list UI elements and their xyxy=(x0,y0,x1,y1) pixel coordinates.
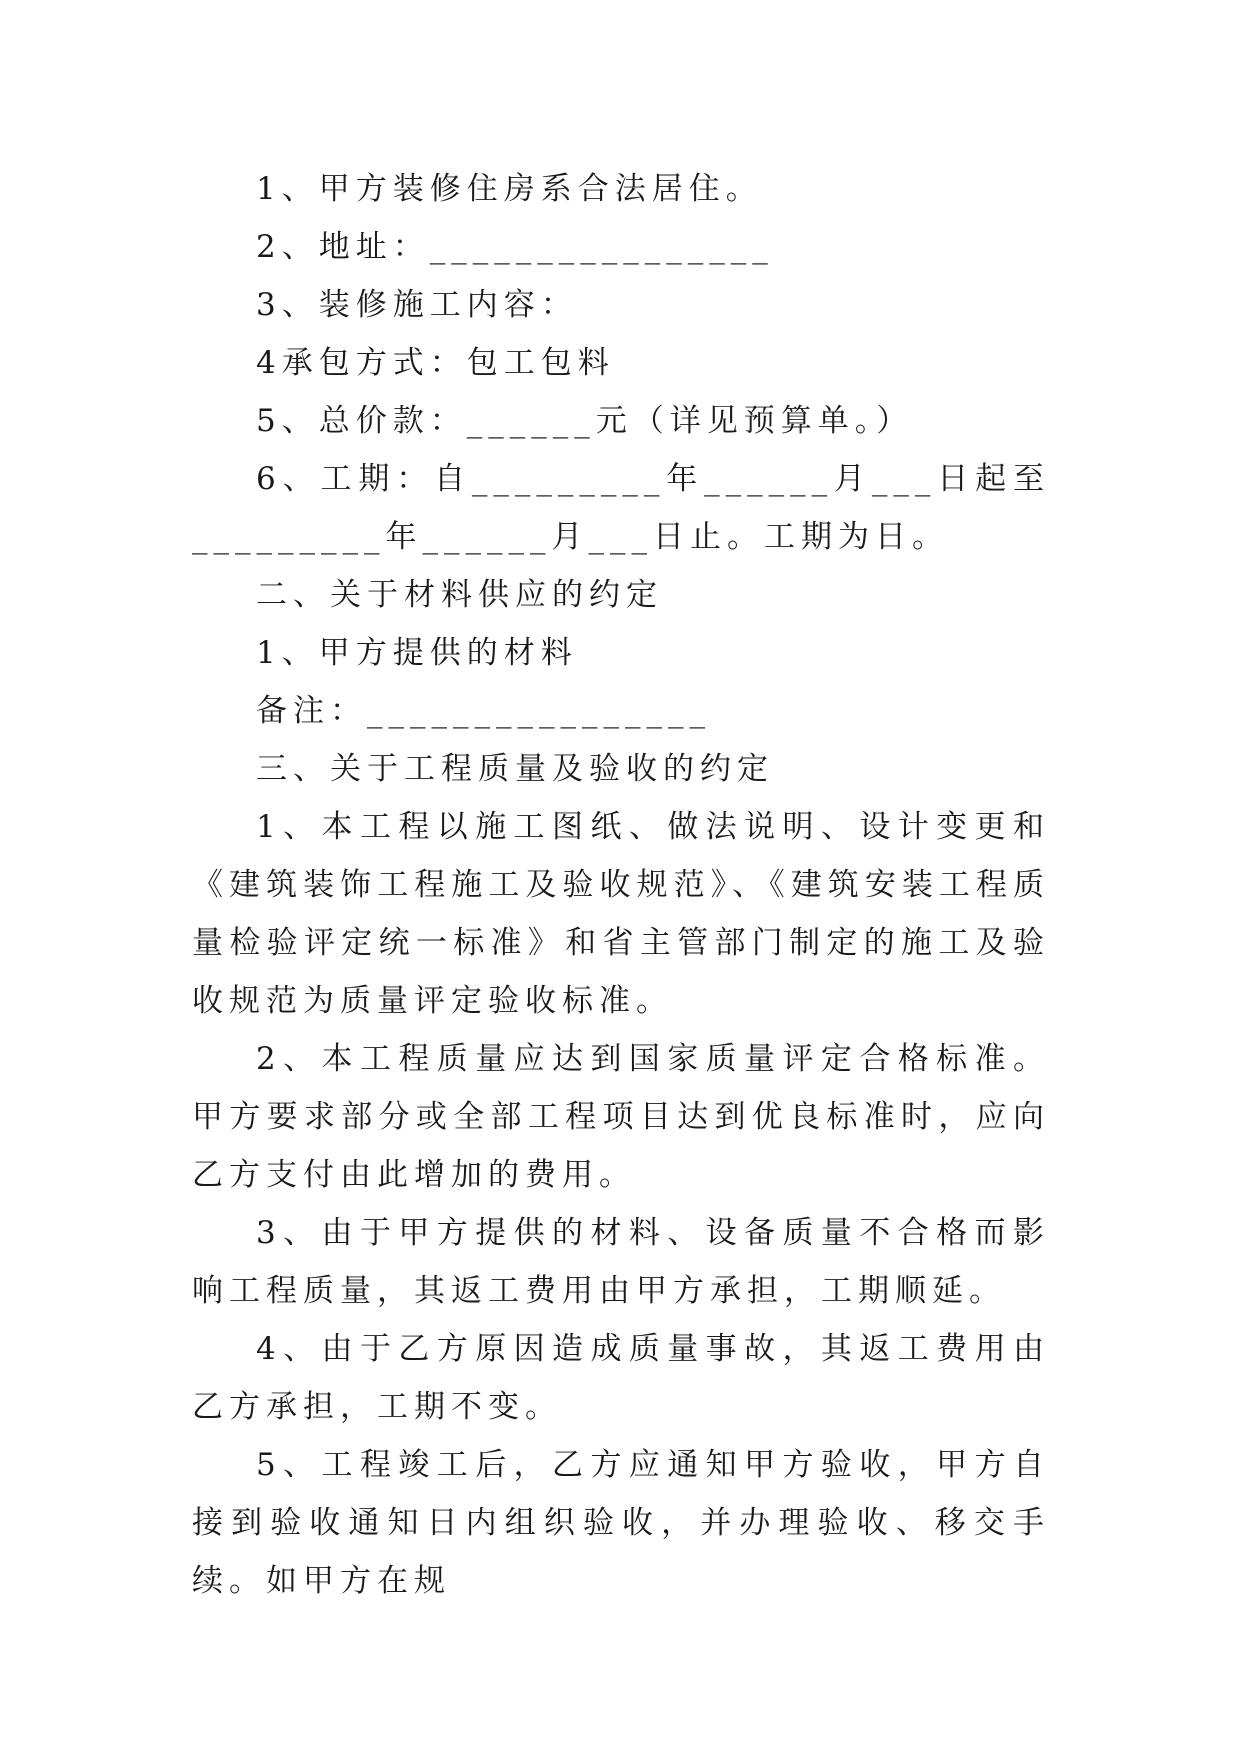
paragraph-contract-method: 4承包方式：包工包料 xyxy=(256,345,615,381)
paragraph-party-a-materials: 1、甲方提供的材料 xyxy=(256,635,578,671)
paragraph-remarks: 备注：________________ xyxy=(256,693,711,729)
section-heading-quality: 三、关于工程质量及验收的约定 xyxy=(256,751,774,787)
paragraph-address: 2、地址：________________ xyxy=(256,229,774,265)
paragraph-party-b-liability: 4、由于乙方原因造成质量事故，其返工费用由乙方承担，工期不变。 xyxy=(192,1331,1050,1425)
paragraph-residence: 1、甲方装修住房系合法居住。 xyxy=(256,171,763,207)
paragraph-party-a-liability: 3、由于甲方提供的材料、设备质量不合格而影响工程质量，其返工费用由甲方承担，工期顺延。 xyxy=(192,1215,1050,1309)
paragraph-total-price: 5、总价款：______元（详见预算单。） xyxy=(256,403,914,439)
paragraph-quality-level: 2、本工程质量应达到国家质量评定合格标准。甲方要求部分或全部工程项目达到优良标准时，应向乙方支付由此增加的费用。 xyxy=(192,1041,1050,1193)
paragraph-construction-content: 3、装修施工内容： xyxy=(256,287,578,323)
paragraph-quality-standards: 1、本工程以施工图纸、做法说明、设计变更和《建筑装饰工程施工及验收规范》、《建筑安装工程质量检验评定统一标准》和省主管部门制定的施工及验收规范为质量评定验收标准。 xyxy=(192,809,1050,1019)
paragraph-construction-period: 6、工期：自_________年______月___日起至_________年______月___日止。工期为日。 xyxy=(192,461,1050,555)
document-body xyxy=(192,160,1050,1610)
section-heading-materials: 二、关于材料供应的约定 xyxy=(256,577,663,613)
paragraph-acceptance: 5、工程竣工后，乙方应通知甲方验收，甲方自接到验收通知日内组织验收，并办理验收、移交手续。如甲方在规 xyxy=(192,1447,1050,1599)
